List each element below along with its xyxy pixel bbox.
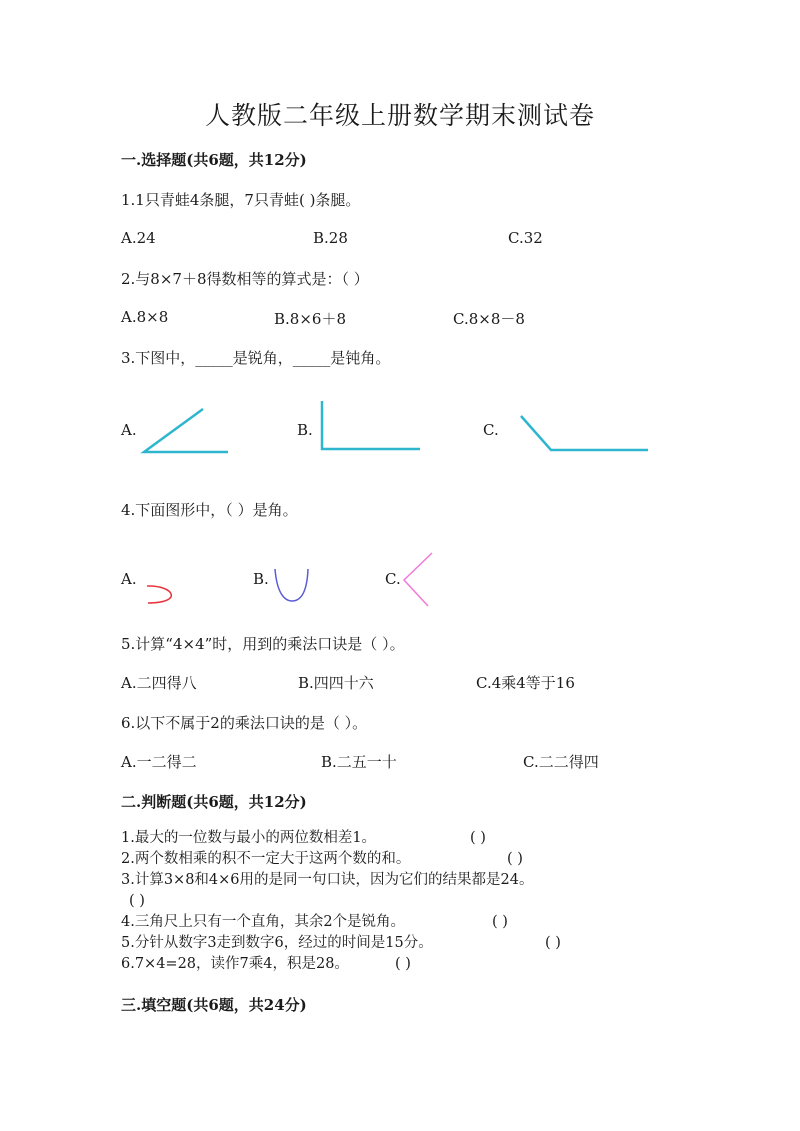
q6-option-a: A.一二得二 [121,753,197,771]
judgment-item-6: 6.7×4=28，读作7乘4，积是28。 [121,956,349,972]
question-3: 3.下图中，_____是锐角，_____是钝角。 [121,349,391,367]
q4-option-c: C. [385,570,401,588]
judgment-blank-5: ( ) [545,935,561,951]
q2-option-a: A.8×8 [121,308,169,326]
q3-option-c: C. [483,421,499,439]
q3-option-a: A. [121,421,137,439]
judgment-blank-6: ( ) [395,956,411,972]
acute-angle-figure [140,405,232,455]
blue-curve-figure [272,568,312,604]
pink-angle-figure [400,551,434,609]
q6-option-b: B.二五一十 [321,753,397,771]
red-curve-figure [144,583,184,607]
judgment-blank-3: ( ) [129,893,145,909]
q2-option-b: B.8×6＋8 [274,310,346,328]
q5-option-c: C.4乘4等于16 [476,674,575,692]
judgment-item-4: 4.三角尺上只有一个直角，其余2个是锐角。 [121,914,406,930]
judgment-item-5: 5.分针从数字3走到数字6，经过的时间是15分。 [121,935,433,951]
obtuse-angle-figure [518,413,652,455]
q5-option-a: A.二四得八 [121,674,197,692]
question-5: 5.计算“4×4”时，用到的乘法口诀是（ ）。 [121,635,405,653]
judgment-blank-2: ( ) [507,851,523,867]
question-1: 1.1只青蛙4条腿，7只青蛙( )条腿。 [121,191,361,209]
question-4: 4.下面图形中，（ ）是角。 [121,501,298,519]
judgment-item-1: 1.最大的一位数与最小的两位数相差1。 [121,830,377,846]
judgment-blank-1: ( ) [470,830,486,846]
judgment-item-3: 3.计算3×8和4×6用的是同一句口诀，因为它们的结果都是24。 [121,872,534,888]
q1-option-a: A.24 [121,229,156,247]
section-heading-judgment: 二.判断题(共6题，共12分) [121,793,307,811]
q4-option-b: B. [253,570,269,588]
judgment-item-2: 2.两个数相乘的积不一定大于这两个数的和。 [121,851,411,867]
q3-option-b: B. [297,421,313,439]
right-angle-figure [318,399,422,453]
q5-option-b: B.四四十六 [298,674,374,692]
section-heading-fill: 三.填空题(共6题，共24分) [121,996,307,1014]
q2-option-c: C.8×8－8 [453,310,525,328]
q6-option-c: C.二二得四 [523,753,599,771]
q1-option-b: B.28 [313,229,348,247]
q1-option-c: C.32 [508,229,543,247]
page-title: 人教版二年级上册数学期末测试卷 [204,101,595,130]
q4-option-a: A. [121,570,137,588]
question-6: 6.以下不属于2的乘法口诀的是（ ）。 [121,714,368,732]
section-heading-choice: 一.选择题(共6题，共12分) [121,151,307,169]
judgment-blank-4: ( ) [492,914,508,930]
question-2: 2.与8×7＋8得数相等的算式是：（ ） [121,270,369,288]
